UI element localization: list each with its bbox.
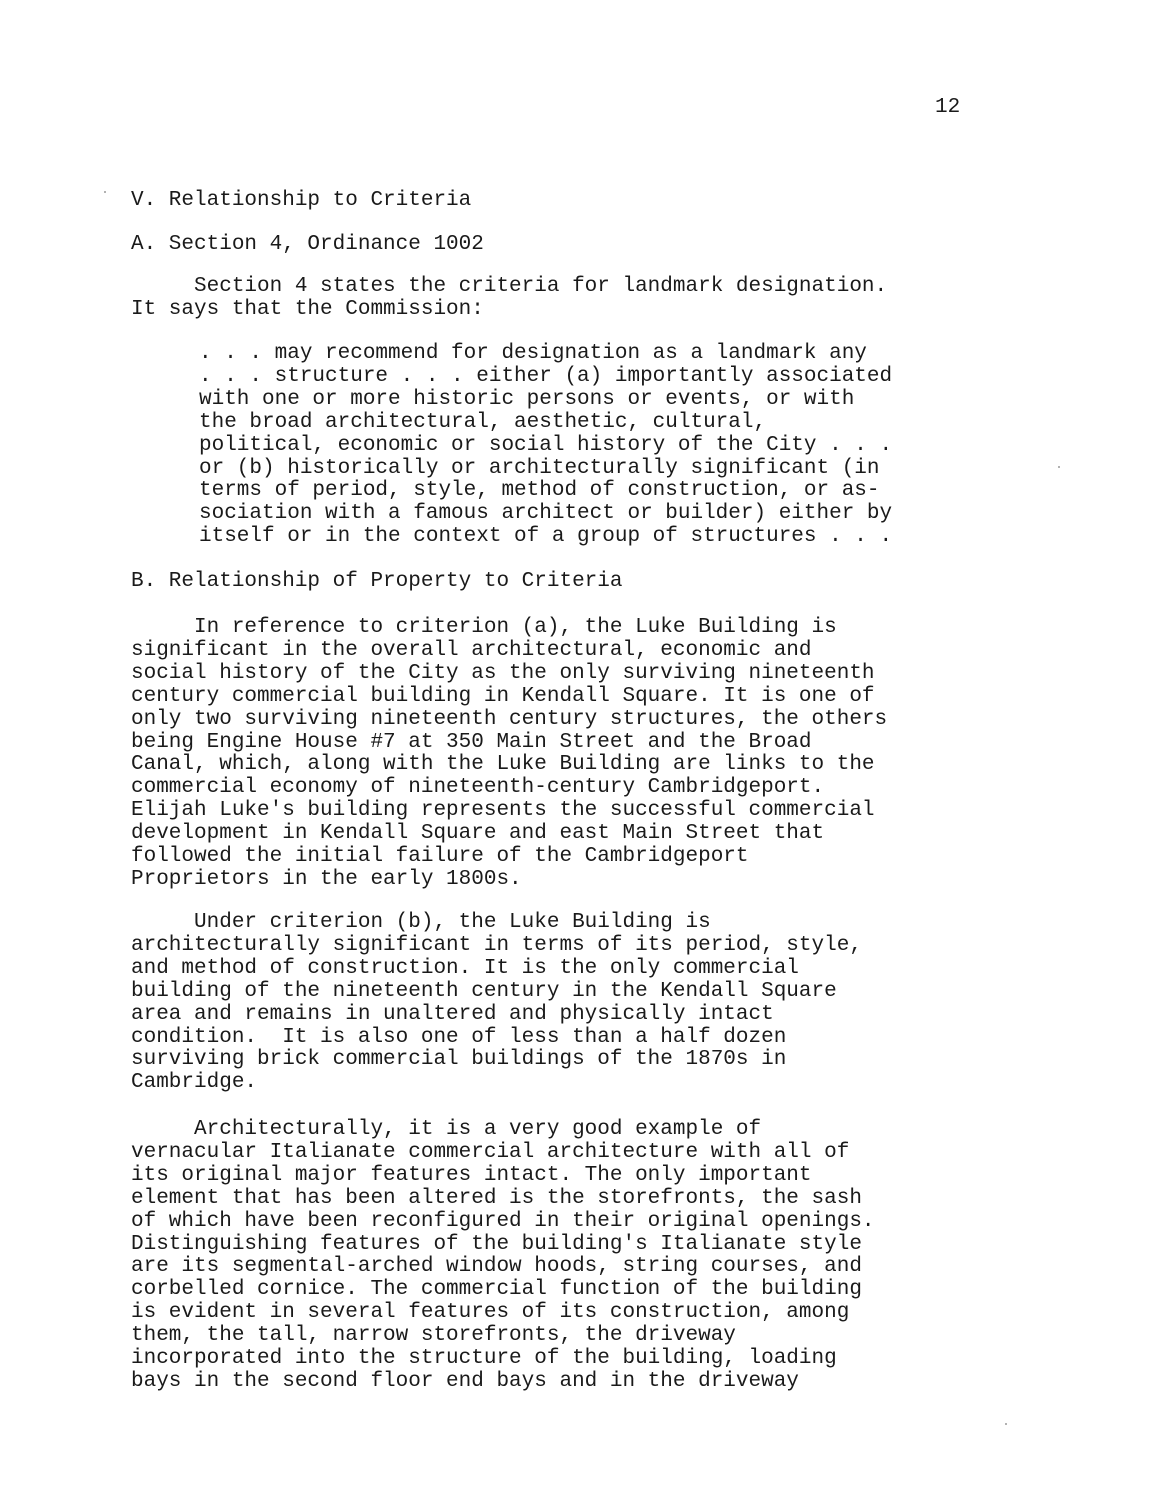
text-line: century commercial building in Kendall Square. It is one of bbox=[131, 684, 875, 708]
ordinance-quote bbox=[199, 343, 959, 549]
intro-paragraph bbox=[131, 276, 951, 322]
heading-text: B. Relationship of Property to Criteria bbox=[131, 570, 623, 593]
text-line: bays in the second floor end bays and in the driveway bbox=[131, 1369, 799, 1393]
text-line: vernacular Italianate commercial architecture with all of bbox=[131, 1140, 850, 1164]
criterion-a-paragraph bbox=[131, 617, 951, 892]
text-line: development in Kendall Square and east Main Street that bbox=[131, 822, 825, 846]
text-line: only two surviving nineteenth century structures, the others bbox=[131, 707, 888, 731]
text-line: . . . may recommend for designation as a landmark any bbox=[199, 342, 867, 365]
text-line: Under criterion (b), the Luke Building is bbox=[131, 911, 711, 934]
text-line: In reference to criterion (a), the Luke Building is bbox=[131, 616, 837, 639]
text-line: building of the nineteenth century in the Kendall Square bbox=[131, 979, 837, 1003]
text-line: the broad architectural, aesthetic, cultural, bbox=[199, 410, 767, 434]
text-line: followed the initial failure of the Cambridgeport bbox=[131, 845, 749, 869]
section-v-heading bbox=[131, 190, 951, 213]
heading-text: V. Relationship to Criteria bbox=[131, 189, 472, 212]
text-line: commercial economy of nineteenth-century Cambridgeport. bbox=[131, 776, 825, 800]
text-line: architecturally significant in terms of its period, style, bbox=[131, 933, 862, 957]
text-line: surviving brick commercial buildings of the 1870s in bbox=[131, 1048, 787, 1072]
text-line: or (b) historically or architecturally significant (in bbox=[199, 456, 880, 480]
text-line: sociation with a famous architect or builder) either by bbox=[199, 502, 893, 526]
text-line: element that has been altered is the storefronts, the sash bbox=[131, 1186, 862, 1210]
text-line: its original major features intact. The only important bbox=[131, 1163, 812, 1187]
text-line: Distinguishing features of the building's Italianate style bbox=[131, 1232, 862, 1256]
text-line: of which have been reconfigured in their original openings. bbox=[131, 1209, 875, 1233]
text-line: with one or more historic persons or events, or with bbox=[199, 387, 855, 411]
text-line: Cambridge. bbox=[131, 1071, 258, 1095]
text-line: itself or in the context of a group of structures . . . bbox=[199, 525, 893, 549]
text-line: and method of construction. It is the only commercial bbox=[131, 956, 799, 980]
text-line: is evident in several features of its construction, among bbox=[131, 1301, 850, 1325]
criterion-b-paragraph bbox=[131, 912, 951, 1095]
text-line: condition. It is also one of less than a half dozen bbox=[131, 1025, 787, 1049]
scan-speck bbox=[1058, 466, 1060, 468]
text-line: Proprietors in the early 1800s. bbox=[131, 867, 522, 891]
text-line: Elijah Luke's building represents the successful commercial bbox=[131, 799, 875, 823]
text-line: It says that the Commission: bbox=[131, 297, 484, 321]
text-line: being Engine House #7 at 350 Main Street and the Broad bbox=[131, 730, 812, 754]
scan-speck bbox=[104, 191, 106, 193]
scan-speck bbox=[1005, 1423, 1007, 1425]
text-line: area and remains in unaltered and physically intact bbox=[131, 1002, 774, 1026]
text-line: social history of the City as the only surviving nineteenth bbox=[131, 661, 875, 685]
text-line: terms of period, style, method of construction, or as- bbox=[199, 479, 880, 503]
text-line: incorporated into the structure of the building, loading bbox=[131, 1347, 837, 1371]
text-line: political, economic or social history of the City . . . bbox=[199, 433, 893, 457]
text-line: Canal, which, along with the Luke Building are links to the bbox=[131, 753, 875, 777]
text-line: . . . structure . . . either (a) importantly associated bbox=[199, 364, 893, 388]
text-line: corbelled cornice. The commercial function of the building bbox=[131, 1278, 862, 1302]
section-b-heading bbox=[131, 571, 951, 594]
architecture-paragraph bbox=[131, 1119, 951, 1394]
text-line: Section 4 states the criteria for landmark designation. bbox=[131, 275, 888, 298]
page-number: 12 bbox=[935, 96, 961, 119]
text-line: them, the tall, narrow storefronts, the driveway bbox=[131, 1324, 736, 1348]
text-line: Architecturally, it is a very good example of bbox=[131, 1118, 762, 1141]
section-a-heading bbox=[131, 234, 951, 257]
heading-text: A. Section 4, Ordinance 1002 bbox=[131, 233, 484, 256]
text-line: are its segmental-arched window hoods, string courses, and bbox=[131, 1255, 862, 1279]
text-line: significant in the overall architectural, economic and bbox=[131, 638, 812, 662]
